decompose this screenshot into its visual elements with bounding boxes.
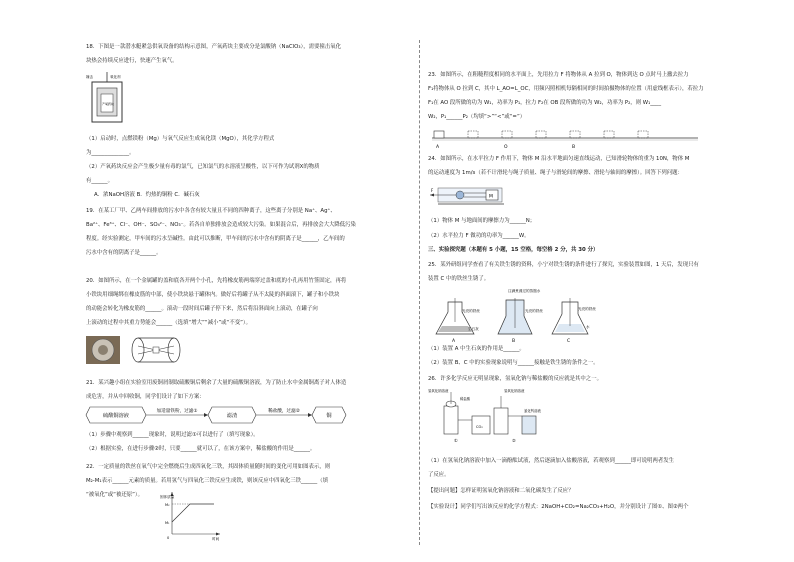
flow-step-solution: 硫酸铜溶液 (103, 413, 129, 419)
fig1-naoh-label: 氢氧化钠溶液 (428, 389, 449, 393)
q22-line2: M₂-M₁表示______元素的质量。若用氢气与四氧化三铁反应生成铁，则该反应中四氧化三铁______（填 (86, 478, 328, 484)
q19-line2: Ba²⁺、Fe³⁺、Cl⁻、OH⁻、SO₄²⁻、NO₃⁻。若各自单独排放会造成较大污染。如果混合后，再排放会大大降低污染 (86, 222, 356, 228)
q24-p1: （1）物体 M 与地面间的摩擦力为______N； (428, 218, 536, 224)
flow-arrow-iron: 加适量铁粉，过滤① (156, 409, 198, 414)
q19-line3: 程度。经实验测定，甲车间的污水呈碱性。由此可以推断，甲车间的污水中含有的阴离子是______，乙车间的 (86, 236, 345, 242)
q25-line2: 装置 C 中的铁丝生锈了。 (428, 276, 490, 282)
flow-arrow-acid: 稀盐酸，过滤② (268, 409, 300, 414)
point-o-label: O (504, 145, 508, 150)
q24-line1: 24．如图所示，在水平拉力 F 作用下，物体 M 沿水平地面匀速直线运动，已知滑轮物体的重为 10N，物体 M (428, 156, 690, 162)
point-b-label: B (572, 145, 576, 150)
device-c-id: C (567, 339, 571, 344)
q21-line3: （1）步骤中观察到______现象时，说明过滤①可以进行了（填写现象）。 (86, 432, 259, 438)
q25-p1: （1）装置 A 中生石灰的作用是______。 (428, 346, 525, 352)
c-iron-label: 光亮的铁丝 (578, 307, 596, 311)
fig2-co2-label: CO₂ (476, 425, 483, 429)
q24-line2: 的运动速度为 1m/s（若不计滑轮与绳子质量、绳子与滑轮间的摩擦、滑轮与轴间的摩擦）。回答下列问题： (428, 170, 683, 176)
q18-p2: （2）产氧药块反应会产生极少量有毒的氯气，已知氯气的水溶液呈酸性，以下可作为试剂X的物质 (86, 164, 320, 170)
q22-line1: 22．一定质量的铁丝在氧气中完全燃烧后生成四氧化三铁，其固体质量随时间的变化可用如图表示，则 (86, 464, 331, 470)
q18-options: A．浓NaOH溶液 B．灼热的铜粉 C．碱石灰 (94, 192, 200, 198)
q21-line4: （2）根据实验，在进行步骤②时，只要______就可以了，在该方案中，稀盐酸的作用是______。 (86, 446, 316, 452)
fig2-naoh-label: 氢氧化钠溶液 (504, 389, 525, 393)
graph-x-axis-label: 时间 (212, 537, 220, 541)
q25-line1: 25．某外研组同学查看了有关铁生锈的资料，小宁对铁生锈的条件进行了探究，实验装置如图，1 天后，发现只有 (428, 262, 699, 268)
pulley-figure (428, 186, 508, 210)
copper-recovery-flowchart (86, 404, 416, 426)
point-a-label: A (436, 145, 440, 150)
q26-p2: 【提出问题】怎样证明氢氧化钠溶液和二氧化碳发生了反应？ (428, 488, 574, 494)
left-column (86, 0, 410, 562)
q21-line2: 成危害，并从中回收铜，同学们设计了如下方案： (86, 394, 205, 400)
q20-line1: 20．如图所示，在一个金属罐的盖和底各开两个小孔，先将橡皮筋两端穿过盖和底的小孔再用竹签固定，再将 (86, 278, 347, 284)
q19-line4: 污水中含有的阴离子是______。 (86, 250, 162, 256)
mass-time-graph (158, 488, 228, 544)
a-lime-label: 生石灰 (468, 327, 479, 331)
strobe-motion-figure (428, 126, 708, 152)
q18-line2: 块热会持续反应进行，快速产生氧气。 (86, 58, 178, 64)
oxygen-device-figure (86, 72, 128, 128)
graph-tick-origin: 0 (167, 536, 170, 540)
right-column (428, 0, 768, 562)
device-b-id: B (512, 339, 516, 344)
fig1-acid-label: 稀盐酸 (460, 397, 471, 401)
rust-experiment-figure (428, 288, 608, 344)
rolling-can-figure (86, 336, 186, 366)
graph-y-axis-label: 固体质量 (160, 495, 175, 499)
flow-step-residue: 滤渣 (226, 413, 238, 419)
column-divider (419, 40, 420, 545)
force-f-label: F (431, 188, 434, 193)
device-label-strike: 撞击 (86, 75, 93, 79)
q20-line3: 的动能会转化为橡皮筋的______。滚动一段时间后罐子停下来，然后将沿斜面向上滚动，在罐子向 (86, 306, 318, 312)
q18-p1b: 为______________。 (86, 150, 135, 156)
q23-line3: F₁在 AO 段所做的功为 W₁，功率为 P₁，拉力 F₂在 OB 段所做的功为 W₂，功率为 P₂，则 W₁____ (428, 100, 662, 106)
q20-line2: 小铁块用细绳绑在橡皮筋的中部，使小铁块悬于罐体内。做好后将罐子从不太陡的斜面滚下，罐子和小铁块 (86, 292, 340, 298)
fig2-id: ② (512, 438, 516, 443)
q20-line4: 上滚动的过程中其重力势能会______（选填“增大”“减小”或“不变”）。 (86, 320, 251, 326)
co2-experiment-figure (428, 386, 548, 444)
q23-line2: F₁将物体从 O 拉到 C，其中 L_AO=L_OC，用频闪照相机每隔相同的时间拍摄物体的位置（用虚线框表示），若拉力 (428, 86, 704, 92)
fig1-id: ① (454, 438, 458, 443)
q25-p2: （2）装置 B、C 中的实验现象说明与______接触是铁生锈的条件之一。 (428, 360, 599, 366)
q19-line1: 19．在某工厂甲、乙两车间排放的污水中各含有较大量且不同的四种离子，这些离子分别是 Na⁺、Ag⁺、 (86, 208, 336, 214)
q23-line1: 23．如图所示，在粗糙程度相同的水平面上，先用拉力 F 将物体从 A 拉到 O，物体到达 O 点时马上撤去拉力 (428, 72, 689, 78)
q18-p2b: 有______。 (86, 178, 113, 184)
q18-p1: （1）启动时，点燃镁粉（Mg）与氧气反应生成氧化镁（MgO），其化学方程式 (86, 136, 275, 142)
graph-tick-m2: M₂ (165, 503, 170, 507)
device-label-oxidizer: 氧化剂 (110, 75, 121, 79)
device-a-id: A (452, 339, 456, 344)
flow-step-copper: 铜 (326, 413, 332, 419)
section-3-heading: 三、实验探究题（本题有 5 小题，15 空格，每空格 2 分，共 30 分） (428, 247, 599, 253)
fig2-cacl2-label: 氯化钙溶液 (524, 409, 541, 413)
c-water-label: 水 (586, 325, 590, 329)
b-water-label: 注满煮沸过的蒸馏水 (508, 289, 541, 293)
q24-p2: （2）水平拉力 F 做功的功率为______W。 (428, 233, 530, 239)
q22-line3: “被氧化”或“被还原”）。 (86, 492, 143, 498)
q26-p1b: 了反应。 (428, 472, 450, 478)
q23-line4: W₂，P₁______P₂（均填“>”“<”或“=”） (428, 114, 526, 120)
graph-tick-m1: M₁ (165, 521, 170, 525)
q26-p3: 【实验设计】同学们写出该反应的化学方程式：2NaOH+CO₂=Na₂CO₃+H₂O，并分别设计了图①、图②两个 (428, 504, 689, 510)
q18-line1: 18．下图是一款潜水艇紧急供氧设备的结构示意图，产氧药块主要成分是氯酸钠（NaClO₃），需要撞击氧化 (86, 44, 341, 50)
b-iron-label: 光亮的铁丝 (525, 309, 543, 313)
q21-line1: 21．某兴趣小组在实验室用废铜屑制取硫酸铜后剩余了大量的硫酸铜溶液，为了防止水中金属铜离子对人体造 (86, 380, 347, 386)
a-iron-label: 光亮的铁丝 (462, 309, 480, 313)
q26-line1: 26．许多化学反应无明显现象，氢氧化钠与稀盐酸的反应就是其中之一。 (428, 376, 602, 382)
q26-p1: （1）在氢氧化钠溶液中加入一滴酚酞试液，然后逐滴加入盐酸溶液，若观察到______即可说明两者发生 (428, 458, 675, 464)
device-label-block: 产氧药块 (102, 102, 115, 106)
block-m-label: M (489, 194, 493, 200)
